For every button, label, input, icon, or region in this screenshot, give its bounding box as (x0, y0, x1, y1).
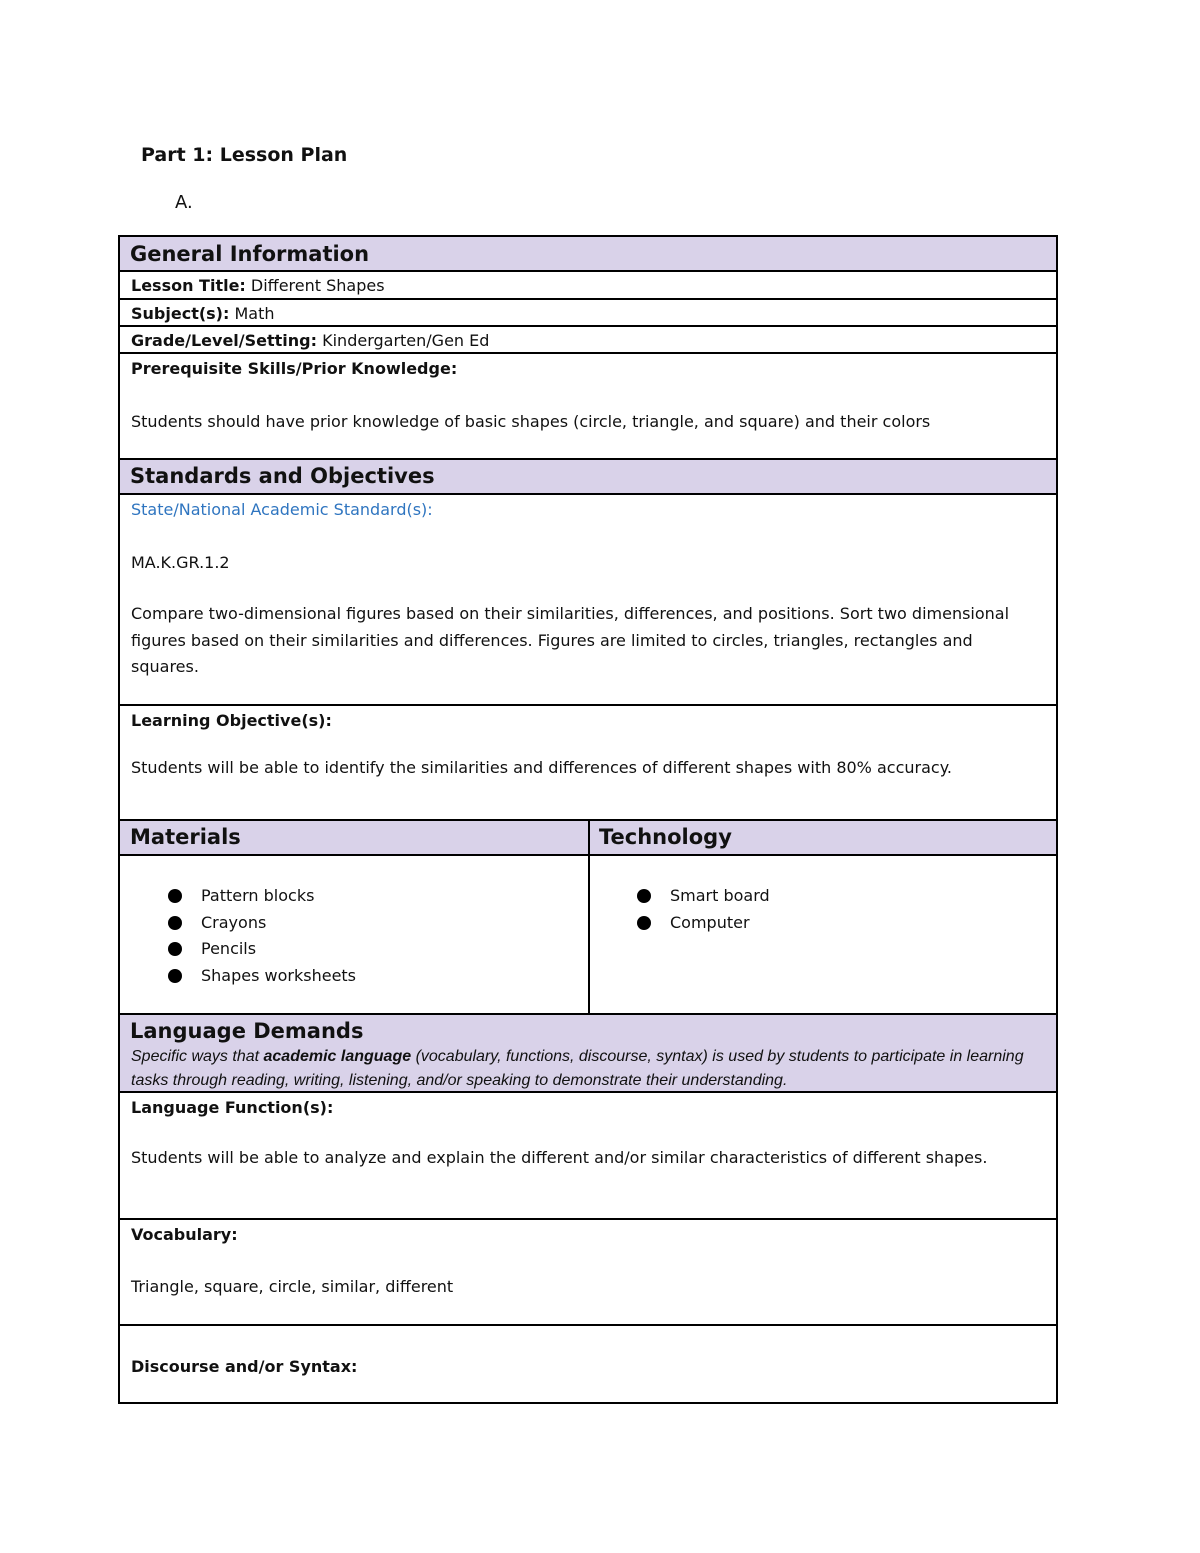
prerequisite-row (120, 354, 1056, 460)
language-demands-title: Language Demands (130, 1019, 364, 1043)
lesson-title-row (120, 272, 1056, 300)
vocabulary-label: Vocabulary: (131, 1225, 238, 1244)
materials-technology-row (120, 856, 1056, 1015)
prerequisite-label: Prerequisite Skills/Prior Knowledge: (131, 359, 458, 378)
column-divider (588, 821, 590, 854)
subjects-value: Math (229, 304, 275, 323)
list-item: Pattern blocks (168, 883, 356, 910)
objectives-row (120, 706, 1056, 821)
general-information-title: General Information (130, 242, 370, 266)
vocabulary-row (120, 1220, 1056, 1326)
grade-row (120, 327, 1056, 354)
materials-list (168, 883, 356, 989)
objectives-label: Learning Objective(s): (131, 711, 332, 730)
language-function-text: Students will be able to analyze and explain the different and/or similar characteristics of different shapes. (131, 1148, 988, 1167)
list-item: Pencils (168, 936, 356, 963)
lesson-plan-table (118, 235, 1058, 1404)
list-item: Smart board (637, 883, 770, 910)
objectives-text: Students will be able to identify the similarities and differences of different shapes with 80% accuracy. (131, 758, 952, 777)
page-heading: Part 1: Lesson Plan (141, 144, 348, 166)
prerequisite-text: Students should have prior knowledge of basic shapes (circle, triangle, and square) and their colors (131, 412, 931, 431)
vocabulary-text: Triangle, square, circle, similar, different (131, 1277, 454, 1296)
standards-header (120, 460, 1056, 495)
materials-technology-header (120, 821, 1056, 856)
technology-title: Technology (599, 825, 732, 849)
list-item: Computer (637, 910, 770, 937)
standard-code: MA.K.GR.1.2 (131, 553, 230, 572)
standards-title: Standards and Objectives (130, 464, 435, 488)
standard-text: Compare two-dimensional figures based on their similarities, differences, and positions. Sort two dimensional figures based on their similarities and differences. Figures are limited to circles, triangles, rectangles and squares. (131, 604, 1010, 676)
section-letter: A. (175, 192, 193, 213)
grade-label: Grade/Level/Setting: (131, 331, 318, 350)
grade-value: Kindergarten/Gen Ed (317, 331, 490, 350)
column-divider (588, 856, 590, 1013)
language-function-label: Language Function(s): (131, 1098, 334, 1117)
language-function-row (120, 1093, 1056, 1220)
standards-row (120, 495, 1056, 706)
discourse-row (120, 1326, 1056, 1402)
language-demands-note: Specific ways that academic language (vocabulary, functions, discourse, syntax) is used by students to participate in learning tasks through reading, writing, listening, and/or speaking to demonstrate their understanding. (131, 1048, 1024, 1089)
subjects-row (120, 300, 1056, 327)
lesson-title-value: Different Shapes (245, 276, 385, 295)
materials-title: Materials (130, 825, 241, 849)
language-demands-header (120, 1015, 1056, 1093)
standards-label: State/National Academic Standard(s): (131, 500, 433, 519)
subjects-label: Subject(s): (131, 304, 230, 323)
lesson-title-label: Lesson Title: (131, 276, 246, 295)
list-item: Shapes worksheets (168, 963, 356, 990)
general-information-header (120, 237, 1056, 272)
discourse-label: Discourse and/or Syntax: (131, 1357, 358, 1376)
list-item: Crayons (168, 910, 356, 937)
technology-list (637, 883, 770, 936)
